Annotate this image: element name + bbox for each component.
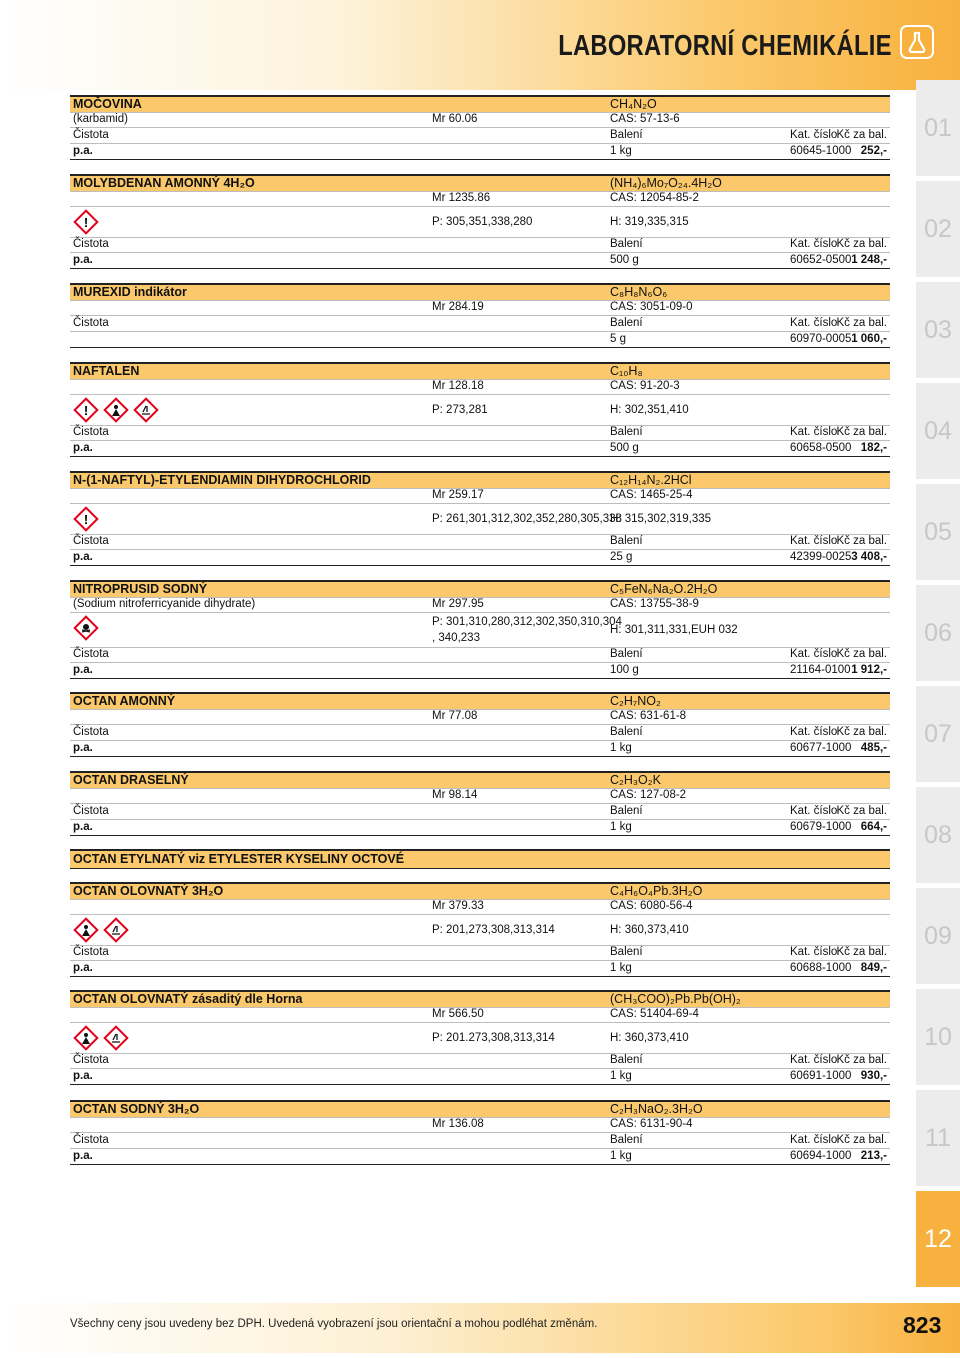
tab-02[interactable]: 02 [916, 181, 960, 277]
table-header-row [70, 316, 890, 332]
cas-number: CAS: 13755-38-9 [610, 598, 699, 610]
cat-header: Kat. číslo [790, 726, 838, 738]
purity-header: Čistota [73, 129, 109, 141]
molar-mass: Mr 136.08 [432, 1118, 484, 1130]
product-name-row [70, 771, 890, 789]
purity-header: Čistota [73, 238, 109, 250]
cas-number: CAS: 6080-56-4 [610, 900, 693, 912]
product-name: OCTAN ETYLNATÝ viz ETYLESTER KYSELINY OCTOVÉ [73, 852, 405, 866]
cas-number: CAS: 127-08-2 [610, 789, 687, 801]
h-statements: H: 315,302,319,335 [610, 513, 712, 525]
price: 849,- [860, 962, 887, 974]
p-statements: P: 261,301,312,302,352,280,305,338 [432, 513, 622, 525]
package: 1 kg [610, 1150, 632, 1162]
price-header: Kč za bal. [836, 129, 887, 141]
product-name-row [70, 580, 890, 598]
table-header-row [70, 1133, 890, 1149]
hazard-row [70, 504, 890, 535]
product-octan-etylnaty-reference [70, 849, 890, 869]
product-name-row [70, 95, 890, 113]
ghs-icons [73, 209, 99, 235]
price-header: Kč za bal. [836, 426, 887, 438]
table-row [70, 741, 890, 757]
cas-number: CAS: 57-13-6 [610, 113, 680, 125]
table-header-row [70, 128, 890, 144]
product-name: NITROPRUSID SODNÝ [73, 582, 208, 596]
formula: (CH₃COO)₂Pb.Pb(OH)₂ [610, 992, 741, 1006]
purity-header: Čistota [73, 946, 109, 958]
product-name-row [70, 283, 890, 301]
toxic-skull-icon [73, 615, 99, 641]
cas-number: CAS: 6131-90-4 [610, 1118, 693, 1130]
hazard-row [70, 1023, 890, 1054]
product-name: N-(1-NAFTYL)-ETYLENDIAMIN DIHYDROCHLORID [73, 473, 371, 487]
health-hazard-icon [73, 917, 99, 943]
cas-number: CAS: 631-61-8 [610, 710, 687, 722]
price-header: Kč za bal. [836, 1134, 887, 1146]
package: 25 g [610, 551, 633, 563]
tab-01[interactable]: 01 [916, 80, 960, 176]
p-statements: P: 201.273,308,313,314 [432, 1032, 555, 1044]
package-header: Balení [610, 1054, 643, 1066]
cat-number: 42399-0025 [790, 551, 852, 563]
price: 213,- [860, 1150, 887, 1162]
tab-09[interactable]: 09 [916, 888, 960, 984]
purity-header: Čistota [73, 726, 109, 738]
package-header: Balení [610, 726, 643, 738]
package: 1 kg [610, 1070, 632, 1082]
formula: C₁₀H₈ [610, 364, 643, 378]
ghs-icons [73, 397, 159, 423]
cat-number: 60691-1000 [790, 1070, 852, 1082]
package-header: Balení [610, 426, 643, 438]
purity-header: Čistota [73, 648, 109, 660]
molar-mass: Mr 284.19 [432, 301, 484, 313]
price: 664,- [860, 821, 887, 833]
price-header: Kč za bal. [836, 535, 887, 547]
price: 1 248,- [851, 254, 887, 266]
product-name-row [70, 1100, 890, 1118]
page-number: 823 [903, 1312, 942, 1338]
purity-header: Čistota [73, 317, 109, 329]
price: 485,- [860, 742, 887, 754]
table-header-row [70, 647, 890, 663]
ghs-icons [73, 1025, 129, 1051]
purity: p.a. [73, 254, 93, 266]
molar-mass: Mr 128.18 [432, 380, 484, 392]
package-header: Balení [610, 805, 643, 817]
p-statements: P: 201,273,308,313,314 [432, 924, 555, 936]
package-header: Balení [610, 1134, 643, 1146]
formula: C₂H₃NaO₂.3H₂O [610, 1102, 703, 1116]
h-statements: H: 360,373,410 [610, 924, 689, 936]
page-header [0, 0, 960, 90]
cat-header: Kat. číslo [790, 238, 838, 250]
cat-header: Kat. číslo [790, 805, 838, 817]
table-row [70, 441, 890, 457]
cas-number: CAS: 91-20-3 [610, 380, 680, 392]
molar-mass: Mr 379.33 [432, 900, 484, 912]
cat-header: Kat. číslo [790, 1054, 838, 1066]
product-name-row [70, 174, 890, 192]
table-header-row [70, 725, 890, 741]
info-row [70, 1117, 890, 1133]
svg-text:!: ! [83, 215, 89, 230]
info-row [70, 488, 890, 504]
table-row [70, 253, 890, 269]
cat-header: Kat. číslo [790, 317, 838, 329]
product-name: OCTAN AMONNÝ [73, 694, 176, 708]
cas-number: CAS: 12054-85-2 [610, 192, 699, 204]
tab-11[interactable]: 11 [916, 1090, 960, 1186]
table-header-row [70, 534, 890, 550]
package: 1 kg [610, 821, 632, 833]
cat-number: 60679-1000 [790, 821, 852, 833]
package-header: Balení [610, 648, 643, 660]
package: 500 g [610, 442, 639, 454]
purity-header: Čistota [73, 805, 109, 817]
cat-header: Kat. číslo [790, 946, 838, 958]
purity: p.a. [73, 1070, 93, 1082]
table-header-row [70, 804, 890, 820]
environment-hazard-icon [103, 1025, 129, 1051]
price-header: Kč za bal. [836, 238, 887, 250]
hazard-row [70, 915, 890, 946]
price: 930,- [860, 1070, 887, 1082]
price: 1 912,- [851, 664, 887, 676]
molar-mass: Mr 1235.86 [432, 192, 491, 204]
molar-mass: Mr 259.17 [432, 489, 484, 501]
molar-mass: Mr 60.06 [432, 113, 478, 125]
package: 1 kg [610, 145, 632, 157]
product-name: OCTAN SODNÝ 3H₂O [73, 1102, 200, 1116]
formula: C₈H₈N₆O₆ [610, 285, 668, 299]
package: 100 g [610, 664, 639, 676]
product-name-row [70, 990, 890, 1008]
product-name: OCTAN DRASELNÝ [73, 773, 189, 787]
purity-header: Čistota [73, 1054, 109, 1066]
info-row [70, 300, 890, 316]
table-row [70, 144, 890, 160]
table-row [70, 550, 890, 566]
table-header-row [70, 1053, 890, 1069]
product-name: MOČOVINA [73, 97, 142, 111]
p-statements: P: 273,281 [432, 404, 488, 416]
info-row [70, 788, 890, 804]
price: 3 408,- [851, 551, 887, 563]
ghs-icons [73, 917, 129, 943]
tab-08[interactable]: 08 [916, 787, 960, 883]
p-statements: P: 305,351,338,280 [432, 216, 533, 228]
formula: C₂H₇NO₂ [610, 694, 661, 708]
info-row [70, 379, 890, 395]
cat-number: 60652-0500 [790, 254, 852, 266]
product-name-row [70, 692, 890, 710]
price: 182,- [860, 442, 887, 454]
h-statements: H: 360,373,410 [610, 1032, 689, 1044]
table-row [70, 1069, 890, 1085]
cas-number: CAS: 3051-09-0 [610, 301, 693, 313]
molar-mass: Mr 297.95 [432, 598, 484, 610]
ghs-icons [73, 506, 99, 532]
purity: p.a. [73, 742, 93, 754]
product-name: OCTAN OLOVNATÝ 3H₂O [73, 884, 224, 898]
svg-text:!: ! [83, 512, 89, 527]
price-header: Kč za bal. [836, 805, 887, 817]
package-header: Balení [610, 946, 643, 958]
purity: p.a. [73, 551, 93, 563]
h-statements: H: 302,351,410 [610, 404, 689, 416]
hazard-row [70, 613, 890, 648]
info-row [70, 1007, 890, 1023]
cat-number: 60688-1000 [790, 962, 852, 974]
package: 500 g [610, 254, 639, 266]
product-name: MUREXID indikátor [73, 285, 187, 299]
purity: p.a. [73, 962, 93, 974]
exclamation-hazard-icon [73, 397, 99, 423]
cat-number: 60694-1000 [790, 1150, 852, 1162]
cat-number: 60645-1000 [790, 145, 852, 157]
info-row [70, 709, 890, 725]
table-row [70, 1149, 890, 1165]
table-header-row [70, 425, 890, 441]
price-header: Kč za bal. [836, 726, 887, 738]
cat-number: 21164-0100 [790, 664, 851, 676]
table-row [70, 663, 890, 679]
health-hazard-icon [103, 397, 129, 423]
molar-mass: Mr 98.14 [432, 789, 478, 801]
purity-header: Čistota [73, 535, 109, 547]
molar-mass: Mr 566.50 [432, 1008, 484, 1020]
tab-12[interactable]: 12 [916, 1191, 960, 1287]
tab-05[interactable]: 05 [916, 484, 960, 580]
health-hazard-icon [73, 1025, 99, 1051]
exclamation-hazard-icon [73, 209, 99, 235]
tab-06[interactable]: 06 [916, 585, 960, 681]
ghs-icons [73, 615, 99, 641]
purity: p.a. [73, 442, 93, 454]
exclamation-hazard-icon [73, 506, 99, 532]
cat-header: Kat. číslo [790, 426, 838, 438]
price-header: Kč za bal. [836, 648, 887, 660]
formula: C₅FeN₆Na₂O.2H₂O [610, 582, 718, 596]
purity: p.a. [73, 145, 93, 157]
price-header: Kč za bal. [836, 317, 887, 329]
footer-note: Všechny ceny jsou uvedeny bez DPH. Uvedená vyobrazení jsou orientační a mohou podléhat změnám. [70, 1318, 598, 1330]
table-row [70, 820, 890, 836]
cat-header: Kat. číslo [790, 129, 838, 141]
cat-number: 60677-1000 [790, 742, 852, 754]
page-title: LABORATORNÍ CHEMIKÁLIE [558, 30, 892, 62]
package-header: Balení [610, 535, 643, 547]
cat-header: Kat. číslo [790, 535, 838, 547]
h-statements: H: 319,335,315 [610, 216, 689, 228]
formula: CH₄N₂O [610, 97, 657, 111]
formula: C₄H₆O₄Pb.3H₂O [610, 884, 703, 898]
hazard-row [70, 395, 890, 426]
table-row [70, 961, 890, 977]
table-header-row [70, 945, 890, 961]
molar-mass: Mr 77.08 [432, 710, 478, 722]
p-statements-cont: , 340,233 [432, 632, 480, 644]
alias: (Sodium nitroferricyanide dihydrate) [73, 598, 256, 610]
package: 1 kg [610, 962, 632, 974]
purity: p.a. [73, 664, 93, 676]
tab-07[interactable]: 07 [916, 686, 960, 782]
purity: p.a. [73, 821, 93, 833]
tab-04[interactable]: 04 [916, 383, 960, 479]
environment-hazard-icon [103, 917, 129, 943]
info-row [70, 112, 890, 128]
product-name-row [70, 882, 890, 900]
product-name: NAFTALEN [73, 364, 140, 378]
product-name-row [70, 362, 890, 380]
package-header: Balení [610, 129, 643, 141]
purity-header: Čistota [73, 1134, 109, 1146]
environment-hazard-icon [133, 397, 159, 423]
package: 1 kg [610, 742, 632, 754]
price: 1 060,- [851, 333, 887, 345]
price-header: Kč za bal. [836, 946, 887, 958]
cat-number: 60970-0005 [790, 333, 852, 345]
cat-number: 60658-0500 [790, 442, 852, 454]
formula: (NH₄)₆Mo₇O₂₄.4H₂O [610, 176, 722, 190]
flask-icon [900, 25, 934, 59]
cas-number: CAS: 1465-25-4 [610, 489, 693, 501]
table-row [70, 332, 890, 348]
price: 252,- [860, 145, 887, 157]
info-row [70, 191, 890, 207]
info-row [70, 597, 890, 613]
alias: (karbamid) [73, 113, 128, 125]
formula: C₁₂H₁₄N₂.2HCl [610, 473, 692, 487]
table-header-row [70, 237, 890, 253]
p-statements: P: 301,310,280,312,302,350,310,304 [432, 616, 622, 628]
tab-10[interactable]: 10 [916, 989, 960, 1085]
product-name: OCTAN OLOVNATÝ zásaditý dle Horna [73, 992, 303, 1006]
product-name: MOLYBDENAN AMONNÝ 4H₂O [73, 176, 255, 190]
svg-text:!: ! [83, 403, 89, 418]
formula: C₂H₃O₂K [610, 773, 661, 787]
cat-header: Kat. číslo [790, 1134, 838, 1146]
package: 5 g [610, 333, 626, 345]
purity: p.a. [73, 1150, 93, 1162]
package-header: Balení [610, 238, 643, 250]
price-header: Kč za bal. [836, 1054, 887, 1066]
info-row [70, 899, 890, 915]
cas-number: CAS: 51404-69-4 [610, 1008, 699, 1020]
package-header: Balení [610, 317, 643, 329]
cat-header: Kat. číslo [790, 648, 838, 660]
product-name-row [70, 471, 890, 489]
purity-header: Čistota [73, 426, 109, 438]
tab-03[interactable]: 03 [916, 282, 960, 378]
h-statements: H: 301,311,331,EUH 032 [610, 624, 738, 636]
hazard-row [70, 207, 890, 238]
